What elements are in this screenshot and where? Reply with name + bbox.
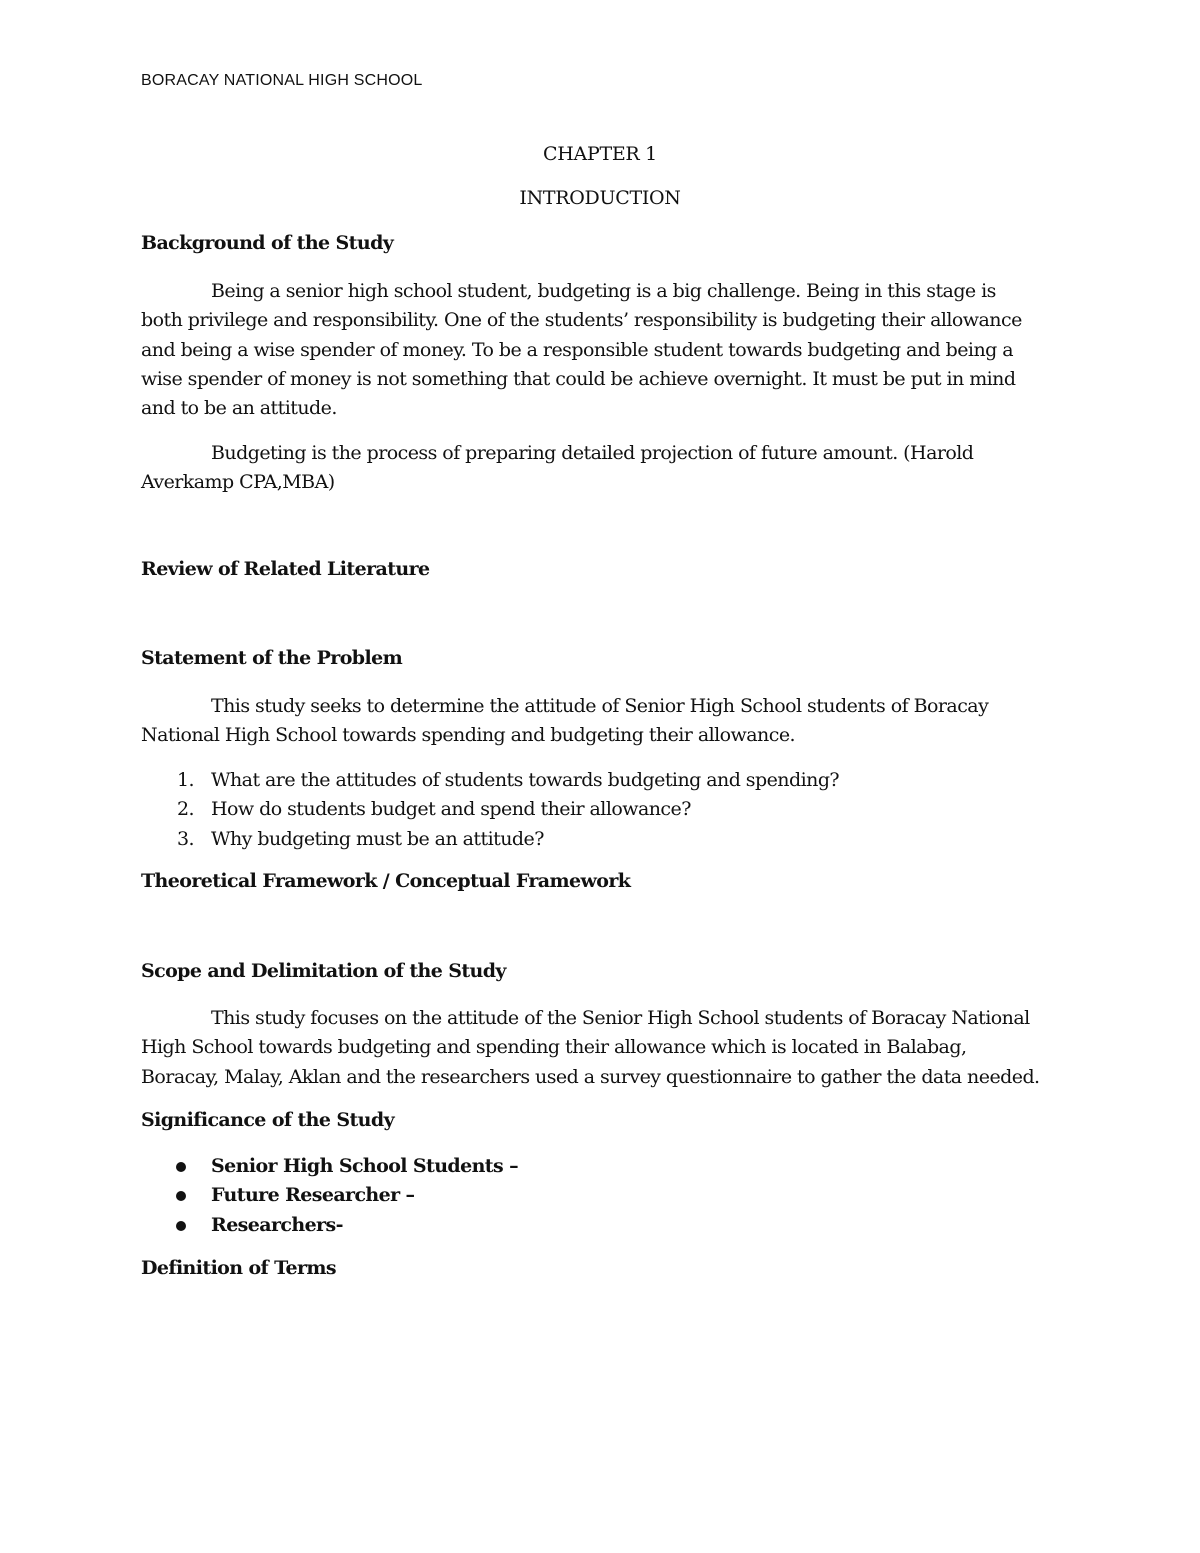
- scope-p1-line-2: High School towards budgeting and spending their allowance which is located in Balabag,: [141, 1036, 967, 1059]
- list-text: Senior High School Students –: [211, 1155, 518, 1177]
- list-item: [141, 1181, 518, 1210]
- background-p1-line-1: Being a senior high school student, budgeting is a big challenge. Being in this stage is: [211, 280, 996, 302]
- background-p1-line-5: and to be an attitude.: [141, 397, 337, 420]
- list-number: 2.: [177, 798, 195, 821]
- list-text: How do students budget and spend their allowance?: [211, 798, 691, 821]
- chapter-title: INTRODUCTION: [519, 187, 681, 209]
- framework-heading: Theoretical Framework / Conceptual Framework: [141, 870, 631, 892]
- background-p2-line-2: Averkamp CPA,MBA): [141, 471, 335, 494]
- problem-paragraph: [141, 692, 1066, 751]
- scope-p1-line-1: This study focuses on the attitude of the Senior High School students of Boracay National: [211, 1007, 1030, 1029]
- list-number: 3.: [177, 827, 195, 850]
- bullet-icon: [176, 1162, 186, 1172]
- scope-p1-line-3: Boracay, Malay, Aklan and the researchers used a survey questionnaire to gather the data needed.: [141, 1065, 1040, 1088]
- problem-questions-list: [141, 766, 839, 854]
- background-p1-line-4: wise spender of money is not something that could be achieve overnight. It must be put in mind: [141, 367, 1016, 390]
- list-item: [141, 766, 839, 795]
- definition-heading: Definition of Terms: [141, 1257, 337, 1279]
- scope-paragraph: [141, 1004, 1066, 1092]
- background-p1-line-3: and being a wise spender of money. To be a responsible student towards budgeting and being a: [141, 338, 1014, 361]
- chapter-number: CHAPTER 1: [543, 143, 657, 165]
- background-p1-line-2: both privilege and responsibility. One of the students’ responsibility is budgeting their allowance: [141, 309, 1022, 332]
- background-paragraph-2: [141, 439, 1066, 498]
- bullet-icon: [176, 1221, 186, 1231]
- list-item: [141, 825, 839, 854]
- list-text: Researchers-: [211, 1213, 343, 1236]
- review-heading: Review of Related Literature: [141, 558, 430, 580]
- list-item: [141, 1211, 518, 1240]
- background-paragraph-1: [141, 277, 1066, 423]
- list-text: Future Researcher –: [211, 1184, 415, 1207]
- list-number: 1.: [177, 769, 195, 791]
- list-item: [141, 1152, 518, 1181]
- background-p2-line-1: Budgeting is the process of preparing detailed projection of future amount. (Harold: [211, 442, 974, 464]
- background-heading: Background of the Study: [141, 232, 394, 254]
- scope-heading: Scope and Delimitation of the Study: [141, 960, 506, 982]
- list-text: What are the attitudes of students towards budgeting and spending?: [211, 769, 840, 791]
- bullet-icon: [176, 1191, 186, 1201]
- list-item: [141, 795, 839, 824]
- problem-p1-line-2: National High School towards spending and budgeting their allowance.: [141, 724, 796, 747]
- significance-list: [141, 1152, 518, 1240]
- problem-p1-line-1: This study seeks to determine the attitude of Senior High School students of Boracay: [211, 695, 989, 717]
- list-text: Why budgeting must be an attitude?: [211, 827, 544, 850]
- page-header: BORACAY NATIONAL HIGH SCHOOL: [141, 72, 423, 89]
- significance-heading: Significance of the Study: [141, 1109, 395, 1131]
- problem-heading: Statement of the Problem: [141, 647, 403, 669]
